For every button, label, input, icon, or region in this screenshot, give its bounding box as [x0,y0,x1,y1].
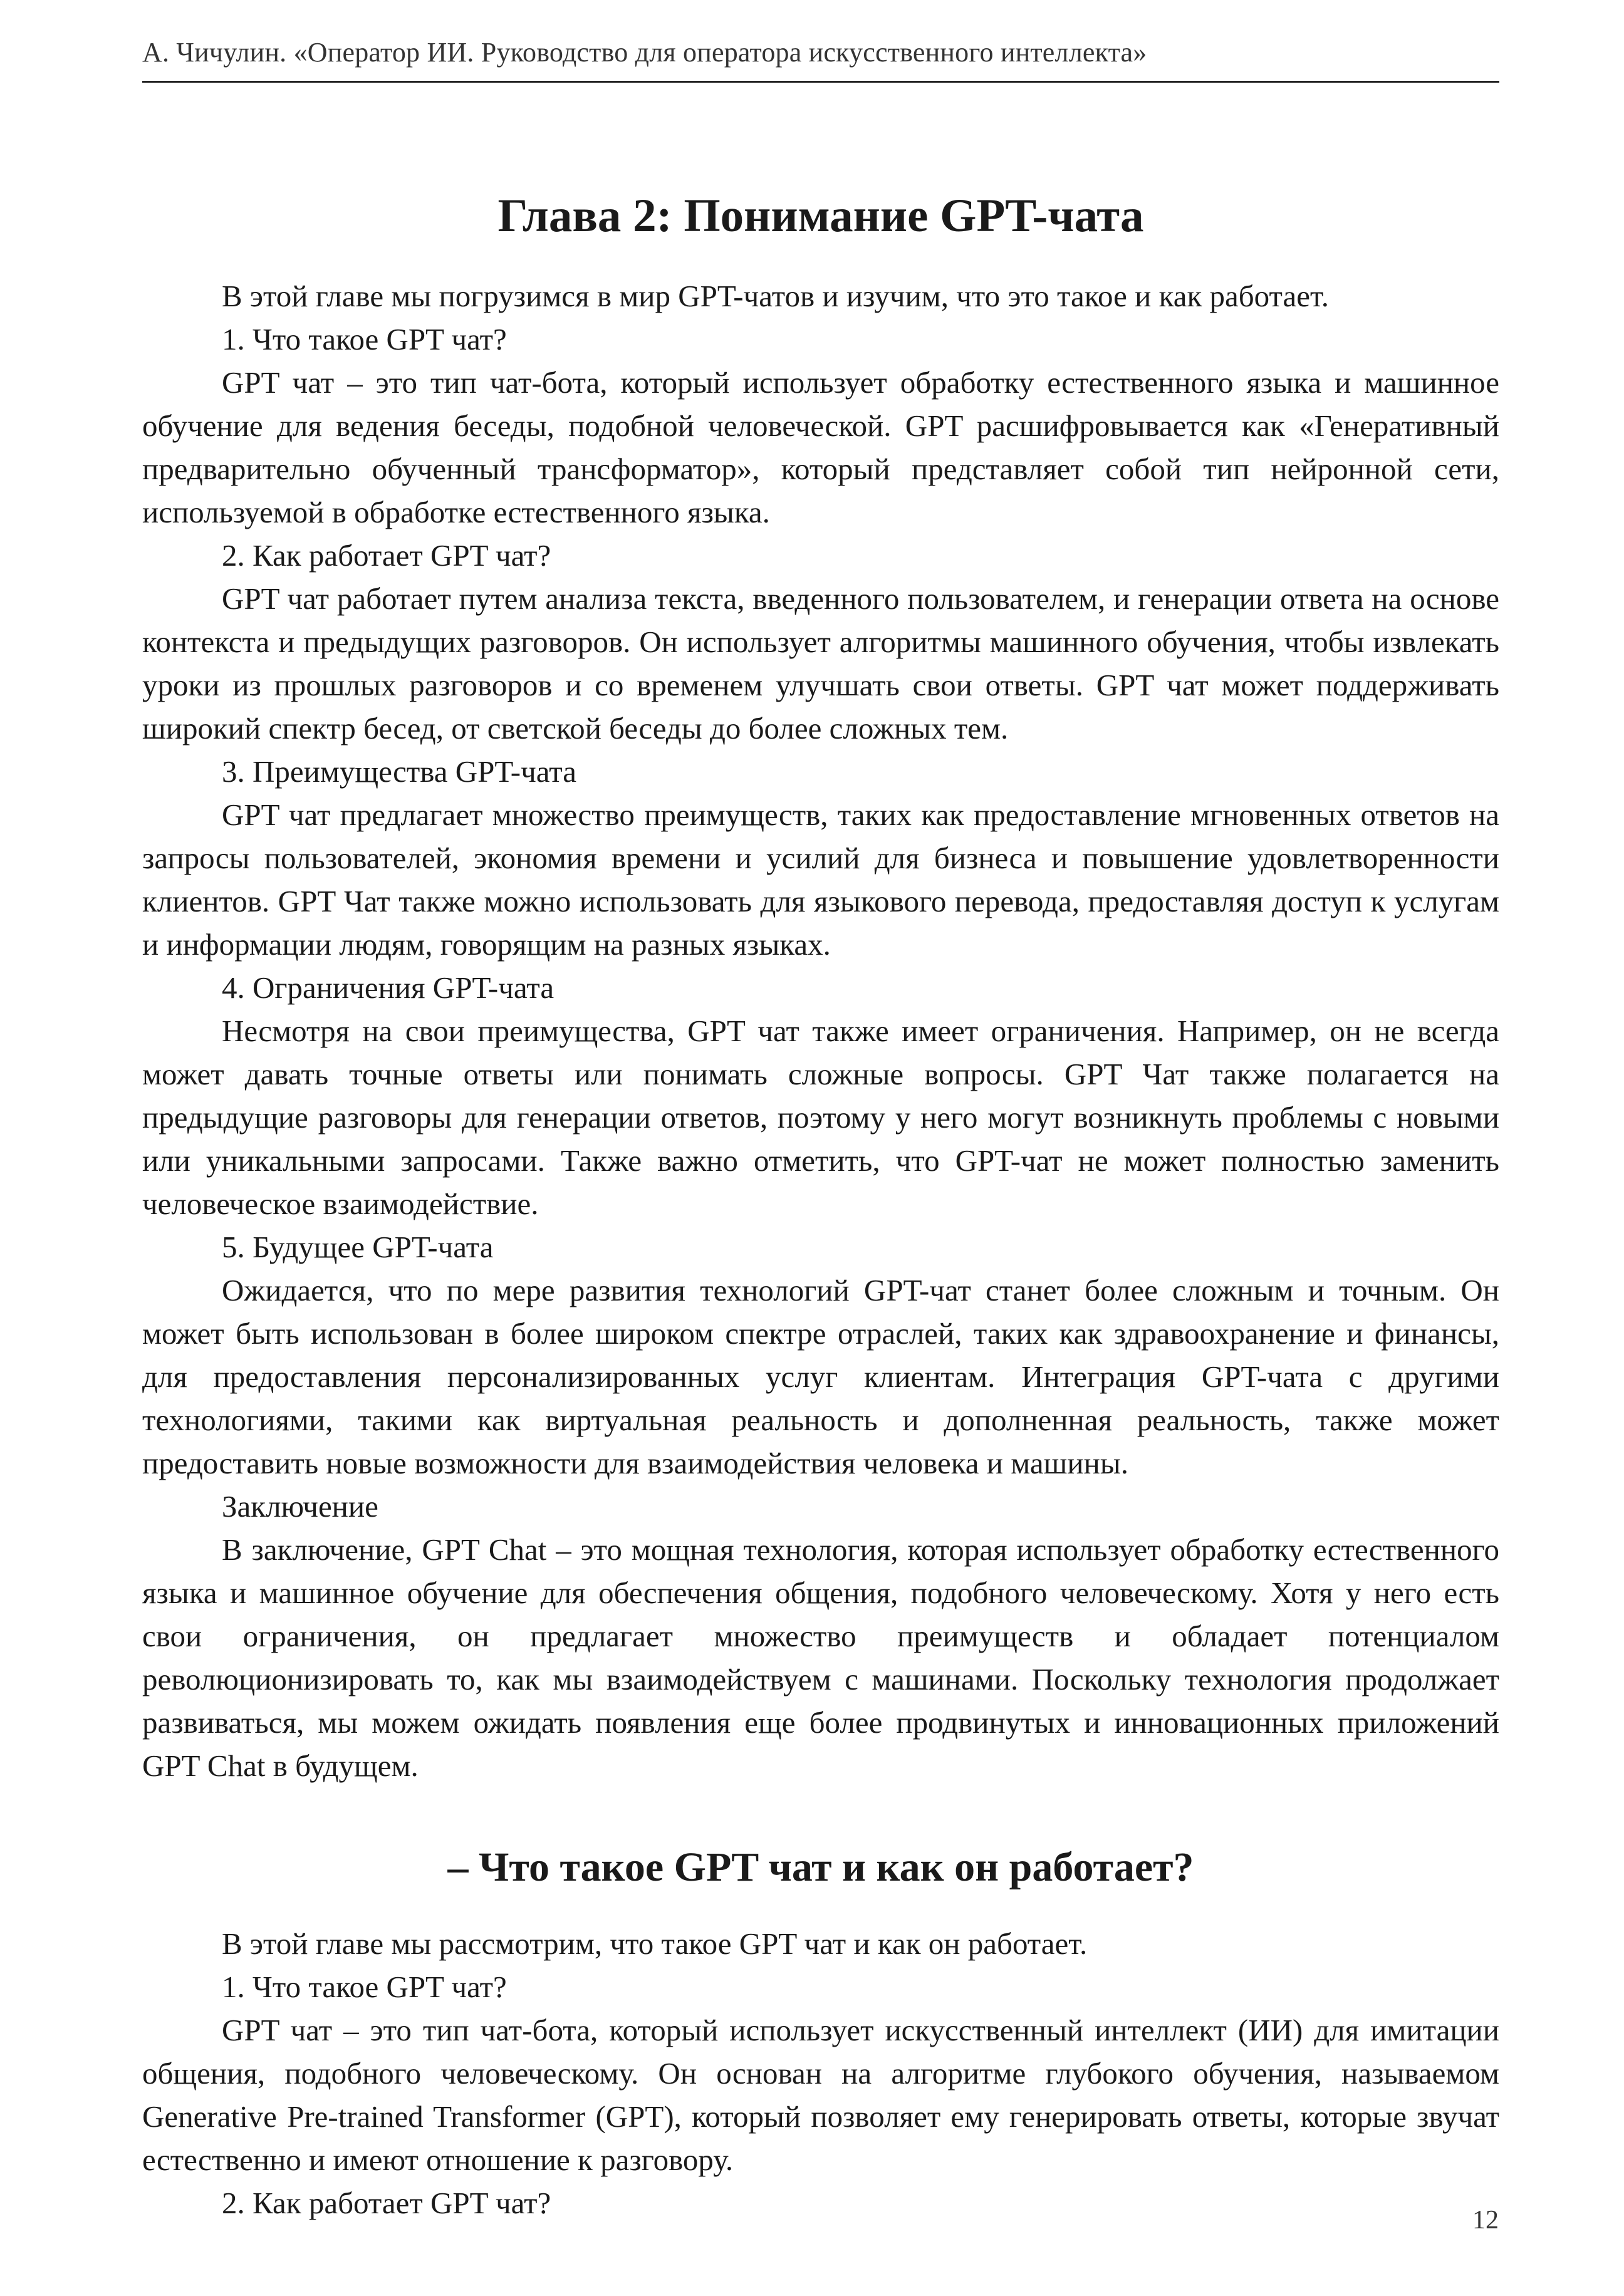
subheading: 2. Как работает GPT чат? [222,538,551,573]
subheading: 1. Что такое GPT чат? [222,322,507,356]
intro-paragraph: В этой главе мы погрузимся в мир GPT-чатов и изучим, что это такое и как работает. [222,279,1330,313]
header-rule [142,81,1499,83]
paragraph: GPT чат работает путем анализа текста, введенного пользователем, и генерации ответа на основе контекста и предыдущих разговоров. Он использует алгоритмы машинного обучения, чтобы извлекать уроки из прошлых разговоров и со временем улучшать свои ответы. GPT чат может поддерживать широкий спектр бесед, от светской беседы до более сложных тем. [142,581,1499,745]
subheading: 3. Преимущества GPT-чата [222,754,576,789]
paragraph: Несмотря на свои преимущества, GPT чат также имеет ограничения. Например, он не всегда может давать точные ответы или понимать сложные вопросы. GPT Чат также полагается на предыдущие разговоры для генерации ответов, поэтому у него могут возникнуть проблемы с новыми или уникальными запросами. Также важно отметить, что GPT-чат не может полностью заменить человеческое взаимодействие. [142,1014,1499,1221]
subheading: 4. Ограничения GPT-чата [222,970,554,1005]
chapter-title: Глава 2: Понимание GPT-чата [497,190,1144,242]
paragraph: В заключение, GPT Chat – это мощная технология, которая использует обработку естественного языка и машинное обучение для обеспечения общения, подобного человеческому. Хотя у него есть свои ограничения, он предлагает множество преимуществ и обладает потенциалом революционизировать то, как мы взаимодействуем с машинами. Поскольку технология продолжает развиваться, мы можем ожидать появления еще более продвинутых и инновационных приложений GPT Chat в будущем. [142,1532,1499,1783]
subheading: 2. Как работает GPT чат? [222,2186,551,2221]
paragraph: GPT чат – это тип чат-бота, который использует искусственный интеллект (ИИ) для имитации общения, подобного человеческому. Он основан на алгоритме глубокого обучения, называемом Generative Pre-trained Transformer (GPT), который позволяет ему генерировать ответы, которые звучат естественно и имеют отношение к разговору. [142,2013,1499,2178]
page-number: 12 [1472,2206,1499,2235]
running-header: А. Чичулин. «Оператор ИИ. Руководство для оператора искусственного интеллекта» [142,37,1147,68]
subheading: 1. Что такое GPT чат? [222,1970,507,2005]
spacer [142,1787,1499,1842]
section-title: – Что такое GPT чат и как он работает? [447,1844,1194,1890]
spacer [142,244,1499,274]
paragraph: GPT чат предлагает множество преимуществ, таких как предоставление мгновенных ответов на запросы пользователей, экономия времени и усилий для бизнеса и повышение удовлетворенности клиентов. GPT Чат также можно использовать для языкового перевода, предоставляя доступ к услугам и информации людям, говорящим на разных языках. [142,797,1499,962]
chapter-body [142,274,1499,1787]
paragraph: Ожидается, что по мере развития технологий GPT-чат станет более сложным и точным. Он может быть использован в более широком спектре отраслей, таких как здравоохранение и финансы, для предоставления персонализированных услуг клиентам. Интеграция GPT-чата с другими технологиями, такими как виртуальная реальность и дополненная реальность, также может предоставить новые возможности для взаимодействия человека и машины. [142,1273,1499,1480]
subheading: 5. Будущее GPT-чата [222,1230,494,1264]
section-body [142,1922,1499,2225]
subheading: Заключение [222,1489,378,1524]
spacer [142,1892,1499,1922]
paragraph: GPT чат – это тип чат-бота, который использует обработку естественного языка и машинное обучение для ведения беседы, подобной человеческой. GPT расшифровывается как «Генеративный предварительно обученный трансформатор», который представляет собой тип нейронной сети, используемой в обработке естественного языка. [142,365,1499,529]
intro-paragraph: В этой главе мы рассмотрим, что такое GPT чат и как он работает. [222,1926,1088,1961]
page-body [142,188,1499,2225]
